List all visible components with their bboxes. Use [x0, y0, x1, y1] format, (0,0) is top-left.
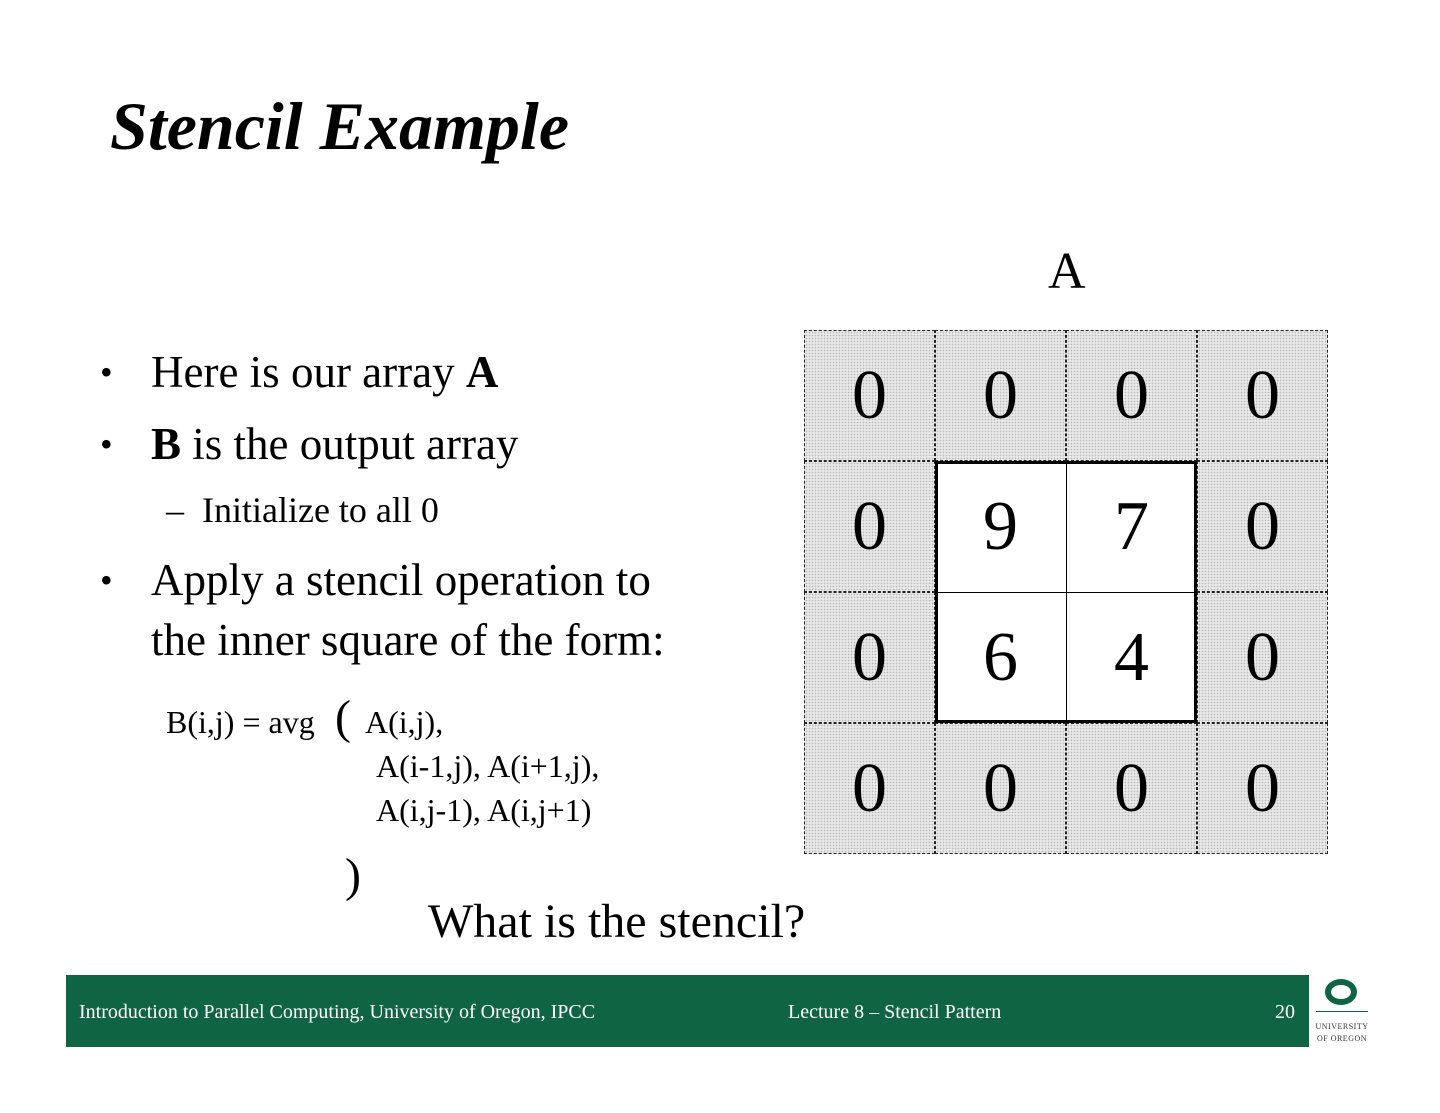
footer-lecture: Lecture 8 – Stencil Pattern: [788, 1001, 1002, 1023]
formula-line-2: A(i-1,j), A(i+1,j),: [376, 748, 600, 784]
formula-line-1: A(i,j),: [365, 704, 444, 740]
array-inner-cell: 6: [935, 592, 1066, 723]
logo-text-line-1: UNIVERSITY: [1315, 1022, 1369, 1031]
array-cell: 0: [1197, 723, 1328, 854]
array-cell: 0: [804, 723, 935, 854]
bullet-1-text: Here is our array A: [151, 347, 499, 397]
array-cell: 0: [804, 461, 935, 592]
sub-bullet: [166, 486, 439, 534]
question-text: What is the stencil?: [428, 895, 806, 948]
oregon-o-icon: [1325, 979, 1357, 1005]
bullet-2-text: B is the output array: [151, 419, 519, 469]
array-b-name: B: [151, 419, 182, 469]
university-logo: [1312, 975, 1376, 1047]
array-cell: 0: [935, 723, 1066, 854]
sub-bullet-text: Initialize to all 0: [202, 490, 439, 530]
bullet-marker: •: [100, 560, 113, 600]
footer-page-number: 20: [1275, 1001, 1295, 1023]
slide-title: Stencil Example: [110, 88, 569, 164]
formula-open-paren: (: [335, 691, 351, 744]
array-a-name: A: [465, 347, 499, 397]
formula-close-paren: ): [345, 849, 361, 902]
bullet-marker: •: [100, 352, 113, 392]
footer-bar: [66, 975, 1309, 1047]
array-cell: 0: [1066, 723, 1197, 854]
array-cell: 0: [804, 330, 935, 461]
array-cell: 0: [935, 330, 1066, 461]
array-cell: 0: [1197, 461, 1328, 592]
array-inner-cell: 9: [935, 461, 1066, 592]
bullet-3-line-1: Apply a stencil operation to: [151, 555, 651, 605]
array-inner-cell: 4: [1066, 592, 1197, 723]
logo-text-line-2: OF OREGON: [1316, 1034, 1368, 1043]
array-inner-cell: 7: [1066, 461, 1197, 592]
bullet-marker: •: [100, 424, 113, 464]
array-label: A: [1048, 243, 1086, 300]
logo-divider: [1316, 1011, 1368, 1012]
footer-course: Introduction to Parallel Computing, University of Oregon, IPCC: [79, 1001, 596, 1023]
array-cell: 0: [1197, 330, 1328, 461]
array-cell: 0: [1197, 592, 1328, 723]
sub-bullet-dash: –: [166, 490, 184, 530]
inner-divider-horizontal: [935, 592, 1197, 593]
formula-lhs: B(i,j) = avg: [166, 704, 315, 740]
formula-line-3: A(i,j-1), A(i,j+1): [376, 792, 592, 828]
array-cell: 0: [1066, 330, 1197, 461]
array-grid: [804, 330, 1328, 854]
bullet-3-line-2: the inner square of the form:: [151, 615, 665, 665]
array-cell: 0: [804, 592, 935, 723]
